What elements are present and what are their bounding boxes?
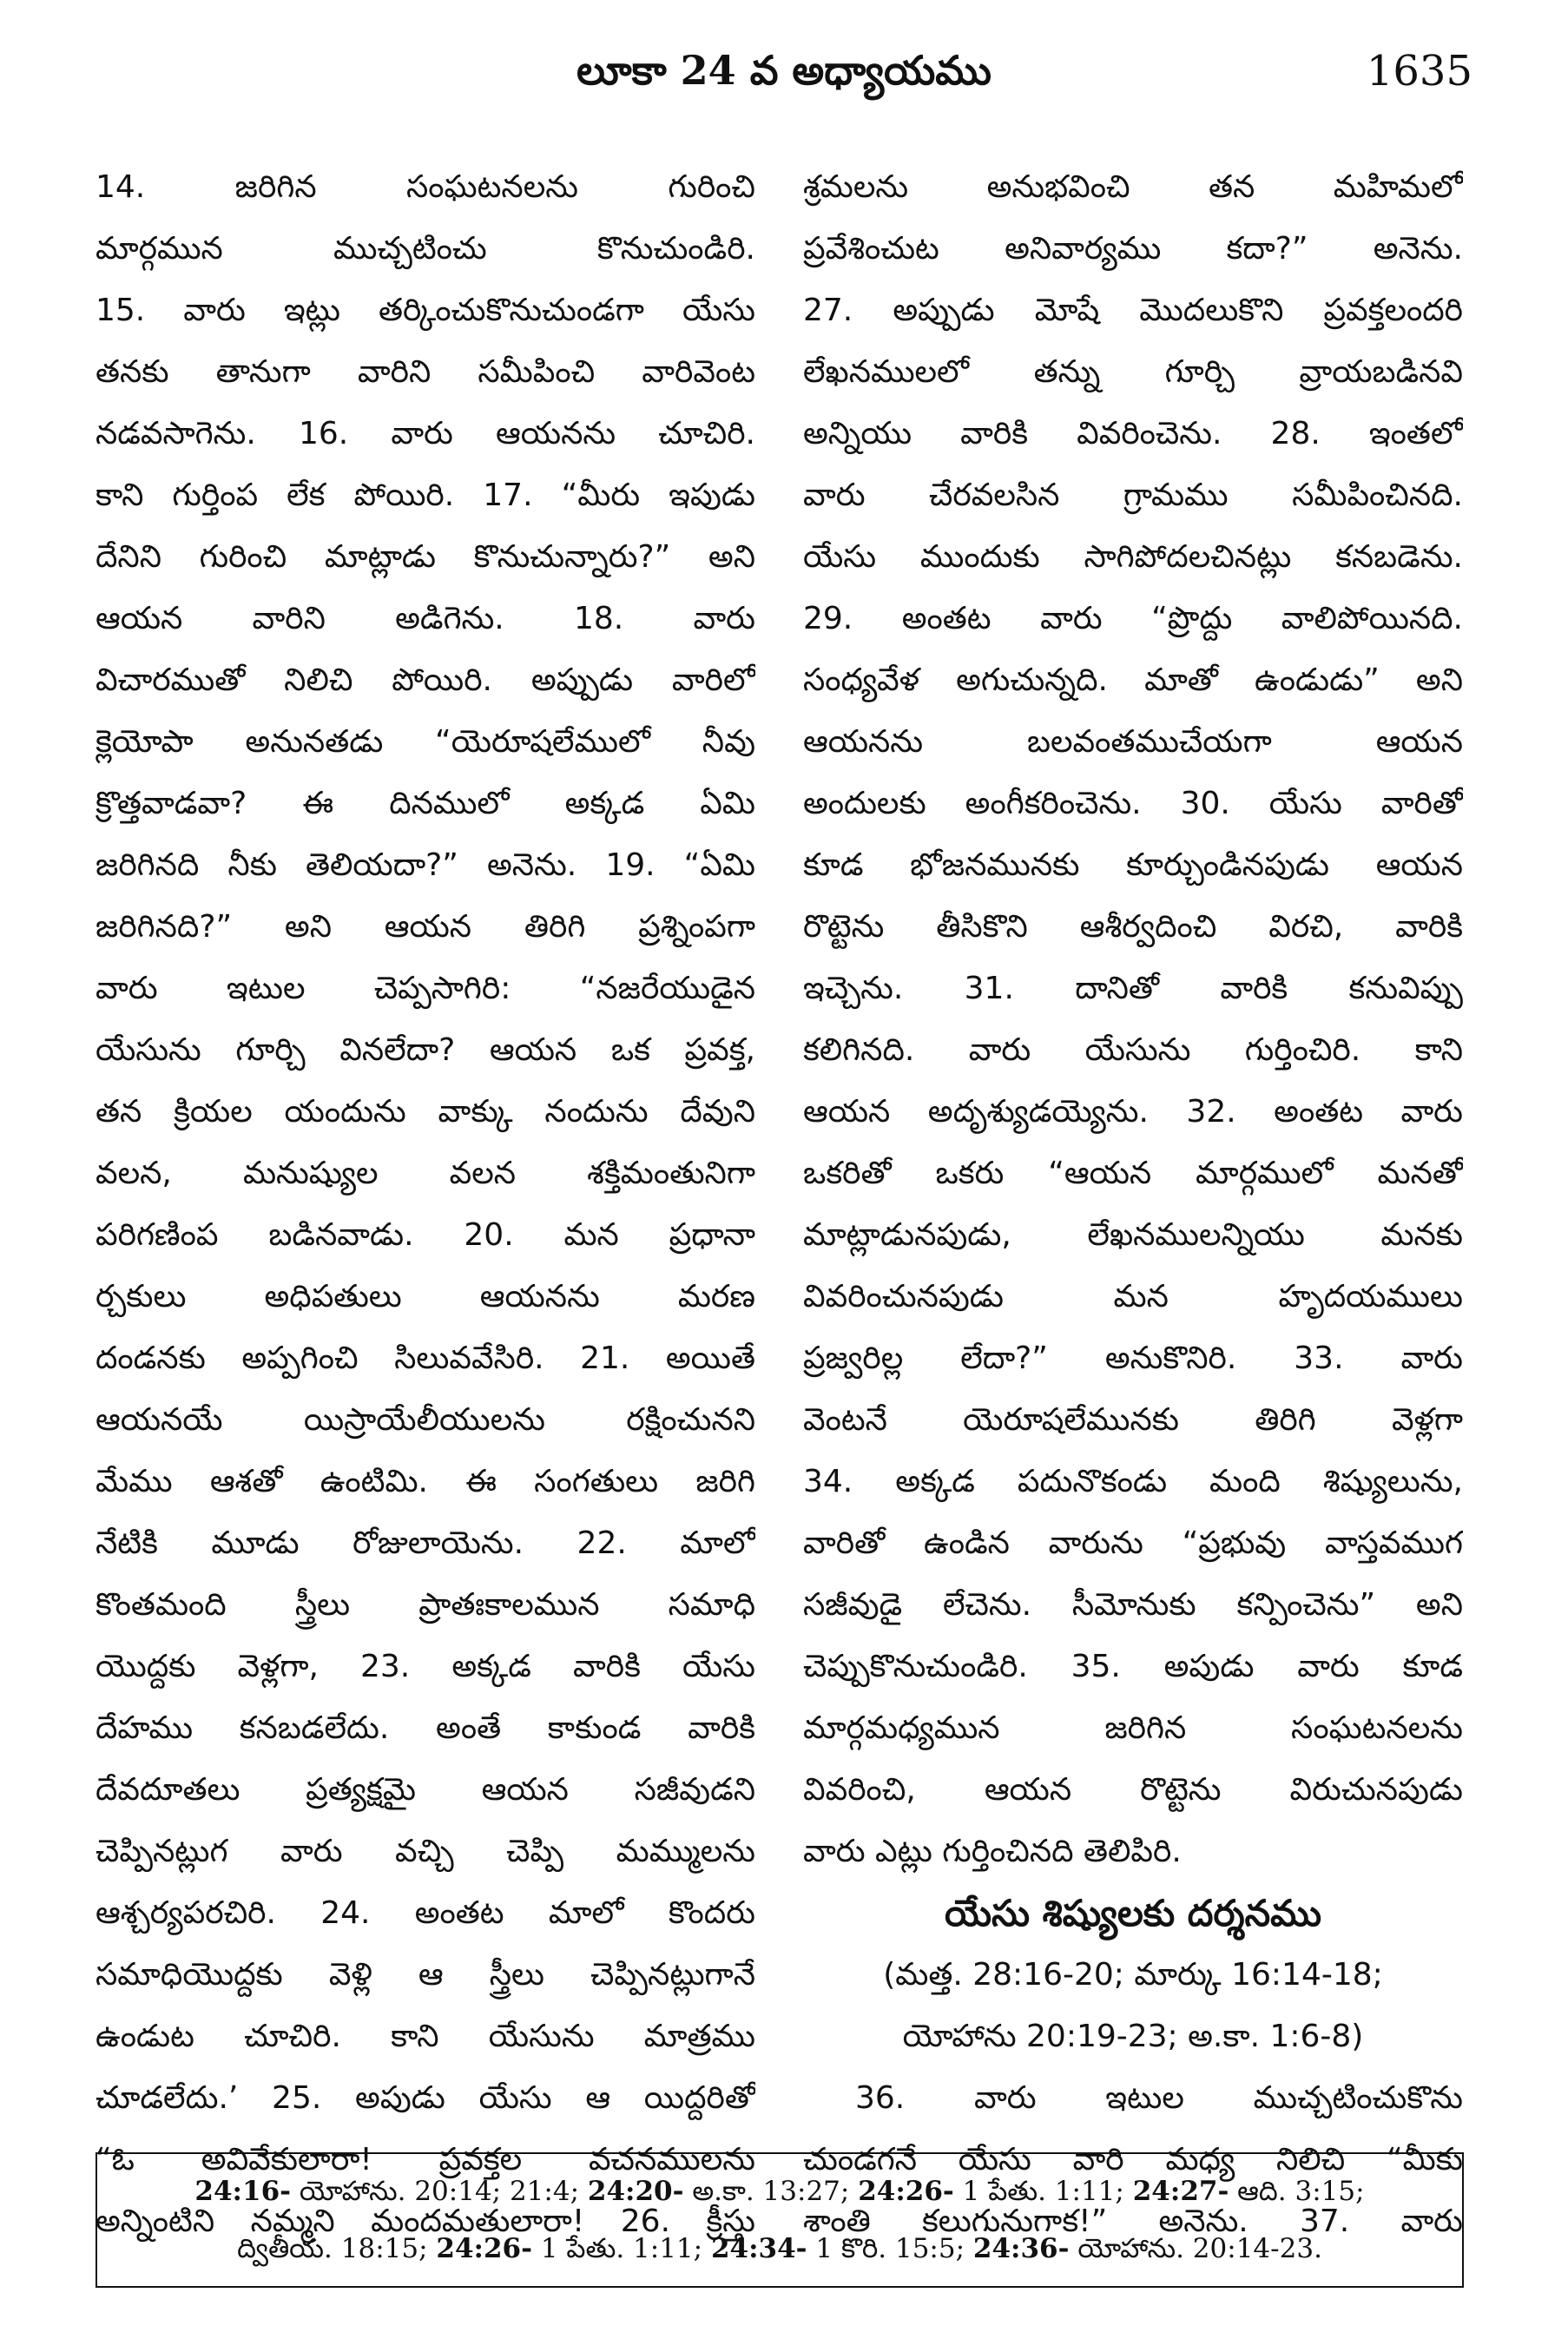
text-line: జరిగినది నీకు తెలియదా?” అనెను. 19. “ఏమి: [96, 847, 755, 883]
text-line: తన క్రియల యందును వాక్కు నందును దేవుని: [96, 1094, 755, 1130]
text-line: కలిగినది. వారు యేసును గుర్తించిరి. కాని: [803, 1032, 1463, 1068]
text-line: జరిగినది?” అని ఆయన తిరిగి ప్రశ్నింపగా: [96, 909, 755, 945]
section-cross-references: (మత్త. 28:16-20; మార్కు 16:14-18;: [883, 1957, 1383, 1993]
text-line: నడవసాగెను. 16. వారు ఆయనను చూచిరి.: [96, 416, 755, 451]
footnote-cross-ref: యోహాను. 20:14-23.: [1069, 2233, 1322, 2264]
text-line: దేవదూతలు ప్రత్యక్షమై ఆయన సజీవుడని: [96, 1772, 755, 1808]
text-line: దండనకు అప్పగించి సిలువవేసిరి. 21. అయితే: [96, 1341, 755, 1376]
text-line: ఆశ్చర్యపరచిరి. 24. అంతట మాలో కొందరు: [96, 1895, 755, 1931]
text-line: ఆయనను బలవంతముచేయగా ఆయన: [803, 724, 1463, 760]
footnote-verse-ref: 24:34-: [710, 2233, 807, 2264]
footnote-box: [96, 2152, 1464, 2288]
text-line: దేహము కనబడలేదు. అంతే కాకుండ వారికి: [96, 1710, 755, 1746]
page-header: [96, 42, 1472, 111]
right-column: [803, 156, 1463, 2252]
text-line: పరిగణింప బడినవాడు. 20. మన ప్రధానా: [96, 1217, 755, 1253]
footnote-cross-ref: 1 కొరి. 15:5;: [807, 2233, 973, 2264]
text-line: వారితో ఉండిన వారును “ప్రభువు వాస్తవముగ: [803, 1525, 1463, 1561]
chapter-title: లూకా 24 వ అధ్యాయము: [576, 47, 992, 94]
page-number: 1635: [1366, 47, 1472, 96]
text-line: విచారముతో నిలిచి పోయిరి. అప్పుడు వారిలో: [96, 662, 755, 698]
text-line: మాట్లాడునపుడు, లేఖనములన్నియు మనకు: [803, 1217, 1463, 1253]
text-line: శ్రమలను అనుభవించి తన మహిమలో: [803, 169, 1463, 205]
text-line: ఇచ్చెను. 31. దానితో వారికి కనువిప్పు: [803, 971, 1463, 1006]
section-cross-references: యోహాను 20:19-23; అ.కా. 1:6-8): [902, 2019, 1364, 2054]
text-line: 14. జరిగిన సంఘటనలను గురించి: [96, 169, 755, 205]
text-line: ఆయన వారిని అడిగెను. 18. వారు: [96, 601, 755, 636]
text-line: వారు ఇటుల చెప్పసాగిరి: “నజరేయుడైన: [96, 971, 755, 1006]
text-line: ప్రవేశించుట అనివార్యము కదా?” అనెను.: [803, 231, 1463, 267]
text-line: రొట్టెను తీసికొని ఆశీర్వదించి విరచి, వారికి: [803, 909, 1463, 945]
text-line: చెప్పినట్లుగ వారు వచ్చి చెప్పి మమ్ములను: [96, 1834, 755, 1869]
text-line: 27. అప్పుడు మోషే మొదలుకొని ప్రవక్తలందరి: [803, 293, 1463, 328]
footnote-cross-ref: అ.కా. 13:27;: [683, 2176, 859, 2207]
footnote-verse-ref: 24:26-: [436, 2233, 532, 2264]
footnote-line: [115, 2163, 1445, 2220]
footnote-verse-ref: 24:36-: [972, 2233, 1070, 2264]
text-line: మార్గమున ముచ్చటించు కొనుచుండిరి.: [96, 231, 755, 267]
footnote-line: [115, 2220, 1445, 2277]
text-line: మార్గమధ్యమున జరిగిన సంఘటనలను: [803, 1710, 1463, 1746]
text-line: సజీవుడై లేచెను. సీమోనుకు కన్పించెను” అని: [803, 1587, 1463, 1623]
text-line: ఉండుట చూచిరి. కాని యేసును మాత్రము: [96, 2019, 755, 2054]
text-line: వెంటనే యెరూషలేమునకు తిరిగి వెళ్లగా: [803, 1402, 1463, 1438]
text-line: వారు ఎట్లు గుర్తించినది తెలిపిరి.: [803, 1834, 1182, 1869]
text-line: ఒకరితో ఒకరు “ఆయన మార్గములో మనతో: [803, 1156, 1463, 1191]
text-line: వివరించునపుడు మన హృదయములు: [803, 1279, 1463, 1314]
text-line: అన్నియు వారికి వివరించెను. 28. ఇంతలో: [803, 416, 1463, 451]
text-line: “ఓ అవివేకులారా! ప్రవక్తల వచనములను: [96, 2142, 755, 2177]
footnote-verse-ref: 24:26-: [858, 2176, 954, 2207]
text-line: 29. అంతట వారు “ప్రొద్దు వాలిపోయినది.: [803, 601, 1463, 636]
footnote-verse-ref: 24:16-: [194, 2176, 292, 2207]
text-line: దేనిని గురించి మాట్లాడు కొనుచున్నారు?” అని: [96, 539, 755, 575]
text-line: యొద్దకు వెళ్లగా, 23. అక్కడ వారికి యేసు: [96, 1649, 755, 1684]
text-line: కాని గుర్తింప లేక పోయిరి. 17. “మీరు ఇపుడు: [96, 478, 755, 513]
text-line: అందులకు అంగీకరించెను. 30. యేసు వారితో: [803, 786, 1463, 821]
text-line: ప్రజ్వరిల్ల లేదా?” అనుకొనిరి. 33. వారు: [803, 1341, 1463, 1376]
text-line: యేసును గూర్చి వినలేదా? ఆయన ఒక ప్రవక్త,: [96, 1032, 755, 1068]
footnote-cross-ref: 1 పేతు. 1:11;: [532, 2233, 711, 2264]
footnote-verse-ref: 24:20-: [587, 2176, 684, 2207]
text-line: చుండగనే యేసు వారి మధ్య నిలిచి “మీకు: [803, 2142, 1463, 2177]
text-line: సంధ్యవేళ అగుచున్నది. మాతో ఉండుడు” అని: [803, 662, 1463, 698]
text-line: శాంతి కలుగునుగాక!” అనెను. 37. వారు: [803, 2204, 1463, 2239]
footnote-cross-ref: ద్వితీయ. 18:15;: [237, 2233, 437, 2264]
text-line: యేసు ముందుకు సాగిపోదలచినట్లు కనబడెను.: [803, 539, 1463, 575]
text-line: చూడలేదు.’ 25. అపుడు యేసు ఆ యిద్దరితో: [96, 2080, 755, 2116]
text-line: సమాధియొద్దకు వెళ్లి ఆ స్త్రీలు చెప్పినట్లుగానే: [96, 1957, 755, 1993]
footnote-verse-ref: 24:27-: [1132, 2176, 1229, 2207]
text-line: క్లెయోపా అనునతడు “యెరూషలేములో నీవు: [96, 724, 755, 760]
text-line: నేటికి మూడు రోజులాయెను. 22. మాలో: [96, 1525, 755, 1561]
text-line: క్రొత్తవాడవా? ఈ దినములో అక్కడ ఏమి: [96, 786, 755, 821]
text-line: కూడ భోజనమునకు కూర్చుండినపుడు ఆయన: [803, 847, 1463, 883]
text-line: వారు చేరవలసిన గ్రామము సమీపించినది.: [803, 478, 1463, 513]
text-line: ఆయనయే యిస్రాయేలీయులను రక్షించునని: [96, 1402, 755, 1438]
text-line: 15. వారు ఇట్లు తర్కించుకొనుచుండగా యేసు: [96, 293, 755, 328]
footnote-cross-ref: ఆది. 3:15;: [1229, 2176, 1365, 2207]
left-column: [96, 156, 755, 2252]
text-line: ర్చకులు అధిపతులు ఆయనను మరణ: [96, 1279, 755, 1314]
text-line: కొంతమంది స్త్రీలు ప్రాతఃకాలమున సమాధి: [96, 1587, 755, 1623]
footnote-cross-ref: యోహాను. 20:14; 21:4;: [291, 2176, 588, 2207]
text-line: 34. అక్కడ పదునొకండు మంది శిష్యులును,: [803, 1464, 1463, 1499]
text-line: వలన, మనుష్యుల వలన శక్తిమంతునిగా: [96, 1156, 755, 1191]
text-line: మేము ఆశతో ఉంటిమి. ఈ సంగతులు జరిగి: [96, 1464, 755, 1499]
text-line: అన్నింటిని నమ్మని మందమతులారా! 26. క్రీస్తు: [96, 2204, 755, 2239]
footnote-cross-ref: 1 పేతు. 1:11;: [953, 2176, 1133, 2207]
text-line: వివరించి, ఆయన రొట్టెను విరుచునపుడు: [803, 1772, 1463, 1808]
text-line: లేఖనములలో తన్ను గూర్చి వ్రాయబడినవి: [803, 354, 1463, 390]
text-line: 36. వారు ఇటుల ముచ్చటించుకొను: [855, 2080, 1463, 2116]
text-line: తనకు తానుగా వారిని సమీపించి వారివెంట: [96, 354, 755, 390]
section-heading: యేసు శిష్యులకు దర్శనము: [944, 1892, 1322, 1934]
right-column-text: [803, 156, 1463, 1882]
text-line: ఆయన అదృశ్యుడయ్యెను. 32. అంతట వారు: [803, 1094, 1463, 1130]
text-line: చెప్పుకొనుచుండిరి. 35. అపుడు వారు కూడ: [803, 1649, 1463, 1684]
